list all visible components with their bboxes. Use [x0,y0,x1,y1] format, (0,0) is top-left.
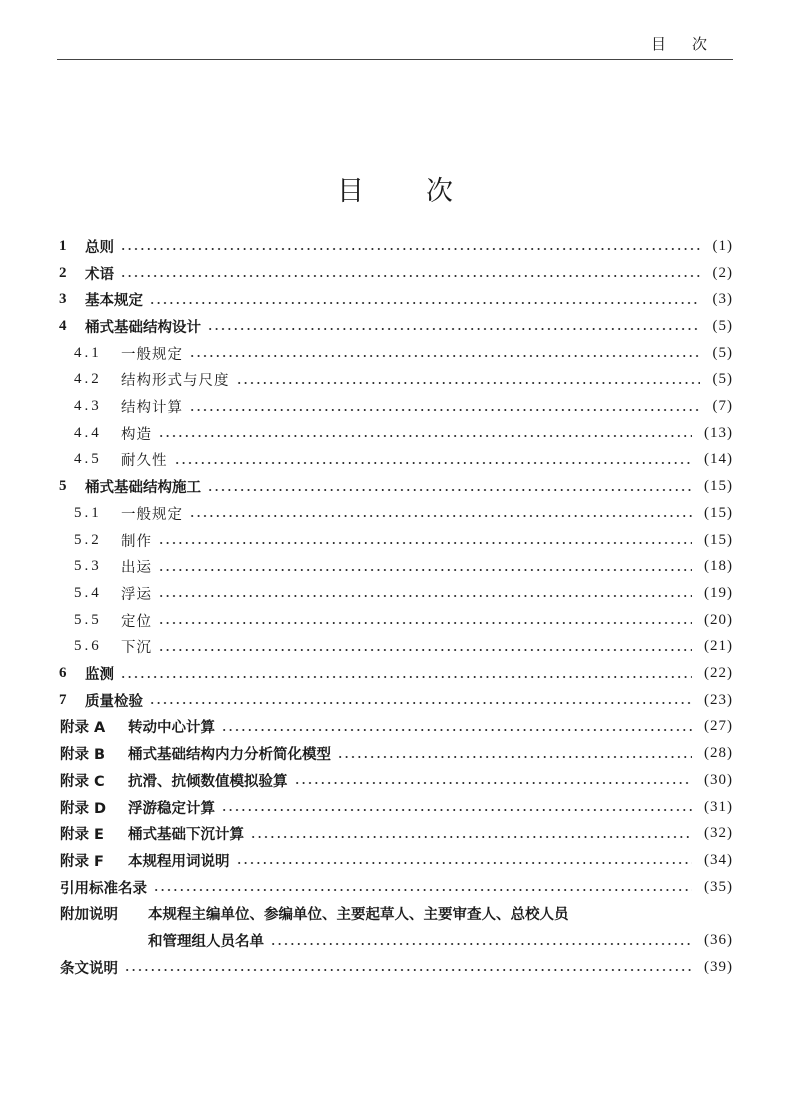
toc-entry-page: (3) [712,291,733,308]
dot-leader [149,702,692,704]
toc-entry-page: (20) [704,611,733,628]
toc-entry [0,553,790,580]
toc-entry-page: (36) [704,932,733,949]
toc-entry [0,367,790,394]
toc-entry [0,393,790,420]
toc-entry-label: 浮运 [121,586,152,603]
toc-entry-page: (23) [704,691,733,708]
dot-leader [120,275,700,277]
dot-leader [221,729,692,731]
toc-entry-number: 4.4 [74,424,102,441]
dot-leader [207,489,692,491]
toc-entry-number: 5 [59,478,67,495]
toc-entry-number: 5.2 [74,531,102,548]
toc-entry-page: (31) [704,798,733,815]
dot-leader [236,382,701,384]
toc-entry [0,527,790,554]
dot-leader [270,943,692,945]
toc-entry-page: (21) [704,638,733,655]
toc-entry-label: 制作 [121,533,152,550]
toc-entry [0,420,790,447]
toc-entry-label: 浮游稳定计算 [128,800,215,817]
toc-entry-page: (14) [704,451,733,468]
toc-entry-number: 4 [59,317,67,334]
toc-entry [0,954,790,981]
dot-leader [158,622,692,624]
toc-entry-page: (28) [704,745,733,762]
toc-entry-number: 5.4 [74,584,102,601]
toc-entry-label: 桶式基础结构施工 [85,480,201,497]
toc-entry-label: 桶式基础下沉计算 [128,827,244,844]
toc-entry-number: 4.5 [74,451,102,468]
toc-entry-page: (5) [712,344,733,361]
toc-entry [0,687,790,714]
toc-entry-label: 结构形式与尺度 [121,373,230,390]
dot-leader [120,676,692,678]
toc-entry [0,233,790,260]
toc-entry-page: (18) [704,558,733,575]
toc-entry [0,286,790,313]
toc-entry [0,740,790,767]
toc-entry-number: 4.3 [74,398,102,415]
toc-entry-number: 附录 A [60,720,106,737]
toc-entry-label: 抗滑、抗倾数值模拟验算 [128,773,288,790]
toc-entry-label: 定位 [121,613,152,630]
dot-leader [174,462,693,464]
dot-leader [158,649,692,651]
toc-entry-label: 桶式基础结构内力分析简化模型 [128,747,331,764]
toc-entry-page: (39) [704,958,733,975]
toc-entry-number: 附录 F [60,853,104,870]
toc-entry-page: (30) [704,771,733,788]
toc-entry-number: 6 [59,665,67,682]
toc-entry [0,847,790,874]
toc-entry [0,447,790,474]
toc-entry-page: (5) [712,371,733,388]
toc-entry-page: (1) [712,237,733,254]
toc-entry-label: 构造 [121,426,152,443]
toc-entry [0,714,790,741]
toc-entry [0,927,790,954]
toc-entry [0,767,790,794]
toc-entry-number: 5.3 [74,558,102,575]
dot-leader [149,302,700,304]
toc-entry-number: 附录 B [60,747,106,764]
toc-entry-page: (15) [704,478,733,495]
toc-entry-number: 附录 C [60,773,105,790]
toc-entry-label: 一般规定 [121,346,183,363]
running-header: 目次 [650,35,733,53]
toc-entry [0,473,790,500]
dot-leader [158,595,692,597]
toc-entry-label: 质量检验 [85,693,143,710]
toc-entry-number: 3 [59,291,67,308]
dot-leader [189,355,700,357]
dot-leader [189,409,700,411]
toc-entry-page: (32) [704,825,733,842]
dot-leader [153,889,692,891]
toc-entry-label: 本规程用词说明 [128,853,230,870]
toc-entry [0,794,790,821]
dot-leader [158,435,692,437]
dot-leader [250,836,692,838]
toc-entry-page: (2) [712,264,733,281]
toc-entry-number: 附加说明 [60,907,118,924]
toc-entry-label: 出运 [121,560,152,577]
toc-entry-label: 桶式基础结构设计 [85,319,201,336]
toc-entry-page: (27) [704,718,733,735]
toc-entry-page: (19) [704,584,733,601]
page-title: 目次 [337,176,515,207]
toc-entry-page: (13) [704,424,733,441]
toc-entry-label: 结构计算 [121,400,183,417]
toc-entry-page: (34) [704,851,733,868]
toc-entry [0,901,790,928]
toc-entry-number: 5.6 [74,638,102,655]
toc-entry-page: (5) [712,317,733,334]
toc-entry-label: 本规程主编单位、参编单位、主要起草人、主要审查人、总校人员 [148,907,569,924]
toc-entry-label: 总则 [85,239,114,256]
toc-entry [0,607,790,634]
header-rule [57,59,733,60]
toc-entry-number: 附录 D [60,800,107,817]
toc-entry-label: 下沉 [121,640,152,657]
toc-entry [0,340,790,367]
toc-entry [0,634,790,661]
toc-entry-label: 术语 [85,266,114,283]
dot-leader [158,569,692,571]
dot-leader [207,328,700,330]
toc-entry [0,313,790,340]
toc-entry-number: 5.1 [74,504,102,521]
toc-entry [0,874,790,901]
toc-entry-number: 4.1 [74,344,102,361]
dot-leader [158,542,692,544]
dot-leader [236,862,693,864]
toc-entry-label: 和管理组人员名单 [148,934,264,951]
toc-entry-number: 附录 E [60,827,104,844]
toc-entry-page: (7) [712,398,733,415]
toc-entry [0,580,790,607]
dot-leader [337,756,692,758]
toc-entry-label: 转动中心计算 [128,720,215,737]
toc-entry-label: 条文说明 [60,960,118,977]
toc-entry-page: (22) [704,665,733,682]
toc-entry-page: (15) [704,531,733,548]
toc-entry-number: 7 [59,691,67,708]
dot-leader [189,515,692,517]
toc-entry-label: 耐久性 [121,453,168,470]
toc-entry [0,500,790,527]
toc-entry-page: (15) [704,504,733,521]
toc-entry-label: 基本规定 [85,293,143,310]
toc-entry-page: (35) [704,878,733,895]
toc-entry [0,820,790,847]
toc-entry-number: 5.5 [74,611,102,628]
toc-entry [0,660,790,687]
toc-entry-number: 1 [59,237,67,254]
toc-entry-number: 4.2 [74,371,102,388]
toc-entry-number: 2 [59,264,67,281]
dot-leader [120,248,700,250]
toc-entry-label: 引用标准名录 [60,880,147,897]
dot-leader [124,969,692,971]
toc-entry-label: 一般规定 [121,506,183,523]
dot-leader [294,782,693,784]
toc-entry-label: 监测 [85,667,114,684]
dot-leader [221,809,692,811]
toc-entry [0,260,790,287]
